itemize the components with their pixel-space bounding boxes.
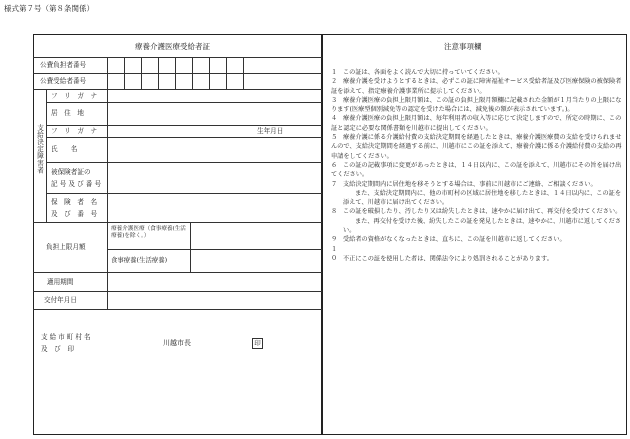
note-item: ３ 療養介護医療の負担上限月額は、この証の負担上限月額欄に記載された金額が１月当たりの上限になります(医療型個別減免等の認定を受けた場合には、減免後の額が表示されています。)。 — [331, 96, 622, 114]
name-label: 氏 名 — [51, 145, 78, 153]
issue-date-label: 交付年月日 — [44, 296, 77, 304]
divider — [192, 57, 193, 89]
certificate-title: 療養介護医療受給者証 — [135, 42, 210, 51]
divider — [46, 162, 322, 163]
divider — [46, 137, 322, 138]
address-label: 居 住 地 — [51, 109, 84, 117]
note-item: ８ この証を破損したり、汚したり又は紛失したときは、速やかに届け出て、再交付を受けてください。 — [331, 208, 622, 216]
divider — [107, 57, 108, 309]
divider — [33, 272, 322, 273]
divider — [33, 73, 322, 74]
form-number: 様式第７号（第８条関係） — [4, 4, 94, 13]
divider — [175, 57, 176, 89]
divider — [158, 57, 159, 89]
insurer-label-1: 保 険 者 名 — [51, 198, 98, 206]
divider — [33, 291, 322, 292]
seal-box: 印 — [252, 338, 263, 349]
divider — [209, 57, 210, 89]
insured-cert-label-1: 被保険者証の — [51, 168, 91, 176]
divider — [33, 89, 322, 90]
divider — [141, 57, 142, 89]
note-item-continuation: また、再交付を受けた後、紛失したこの証を発見したときは、速やかに、川越市に返してください。 — [343, 217, 622, 235]
furigana-label: フ リ ガ ナ — [51, 92, 98, 100]
note-item-continuation: また、支給決定期間内に、他の市町村の区域に居住地を移したときは、１４日以内に、この証を添えて、川越市に届け出てください。 — [343, 189, 622, 207]
birthdate-label: 生年月日 — [257, 127, 284, 135]
note-item: ７ 支給決定期間内に居住地を移そうとする場合は、事前に川越市にご連絡、ご相談ください。 — [331, 180, 597, 188]
note-item: １ この証は、各面をよく読んで大切に持っていてください。 — [331, 69, 504, 76]
notes-list — [331, 68, 625, 263]
furigana-label-2: フ リ ガ ナ — [51, 127, 98, 135]
municipality-label-1: 支給市町村名 — [41, 333, 93, 341]
beneficiary-side-label: 支給決定障害者 — [35, 124, 44, 174]
divider — [46, 102, 322, 103]
limit-label: 負担上限月額 — [46, 243, 86, 251]
divider — [226, 57, 227, 89]
note-item: ２ 療養介護を受けようとするときは、必ずこの証に障害福祉サービス受給者証及び医療保険の被保険者証を添えて、指定療養介護事業所に提示してください。 — [331, 78, 622, 95]
divider — [46, 89, 47, 222]
divider — [190, 222, 191, 272]
divider — [124, 57, 125, 89]
divider — [46, 125, 322, 126]
period-label: 適用期間 — [47, 278, 74, 286]
divider — [33, 57, 322, 58]
note-item: ４ 療養介護医療の負担上限月額は、毎年利用者の収入等に応じて決定しますので、所定の時期に、この証と認定に必要な関係書類を川越市に提出してください。 — [331, 115, 622, 132]
note-item: ５ 療養介護に係る介護給付費の支給決定期間を経過したときは、療養介護医療費の支給を受けられませんので、支給決定期間を経過する前に、川越市にこの証を添えて、療養介護に係る介護給付費の支給の再申請をしてください。 — [331, 134, 622, 160]
divider — [46, 193, 322, 194]
mayor-name: 川越市長 — [163, 339, 191, 347]
note-item: ６ この証の記載事項に変更があったときは、１４日以内に、この証を添えて、川越市にその旨を届け出てください。 — [331, 161, 622, 179]
notes-title: 注意事項欄 — [444, 42, 482, 51]
divider — [107, 249, 322, 250]
note-item: ９ 受給者の資格がなくなったときは、直ちに、この証を川越市に返してください。 — [331, 236, 566, 244]
insured-cert-label-2: 記 号 及 び 番 号 — [51, 180, 102, 188]
divider — [243, 57, 244, 89]
limit-sub-label-2: 食事療養(生活療養) — [111, 256, 168, 264]
municipality-label-2: 及 び 印 — [41, 345, 74, 353]
divider — [33, 309, 322, 310]
limit-sub-label-1: 療養介護医療（食事療養(生活療養)を除く。） — [111, 226, 186, 239]
note-item: １０ 不正にこの証を使用した者は、関係法令により処罰されることがあります。 — [331, 245, 553, 262]
public-recipient-number-label: 公費受給者番号 — [40, 77, 87, 85]
public-payer-number-label: 公費負担者番号 — [40, 61, 87, 69]
insurer-label-2: 及 び 番 号 — [51, 210, 98, 218]
divider — [33, 222, 322, 223]
